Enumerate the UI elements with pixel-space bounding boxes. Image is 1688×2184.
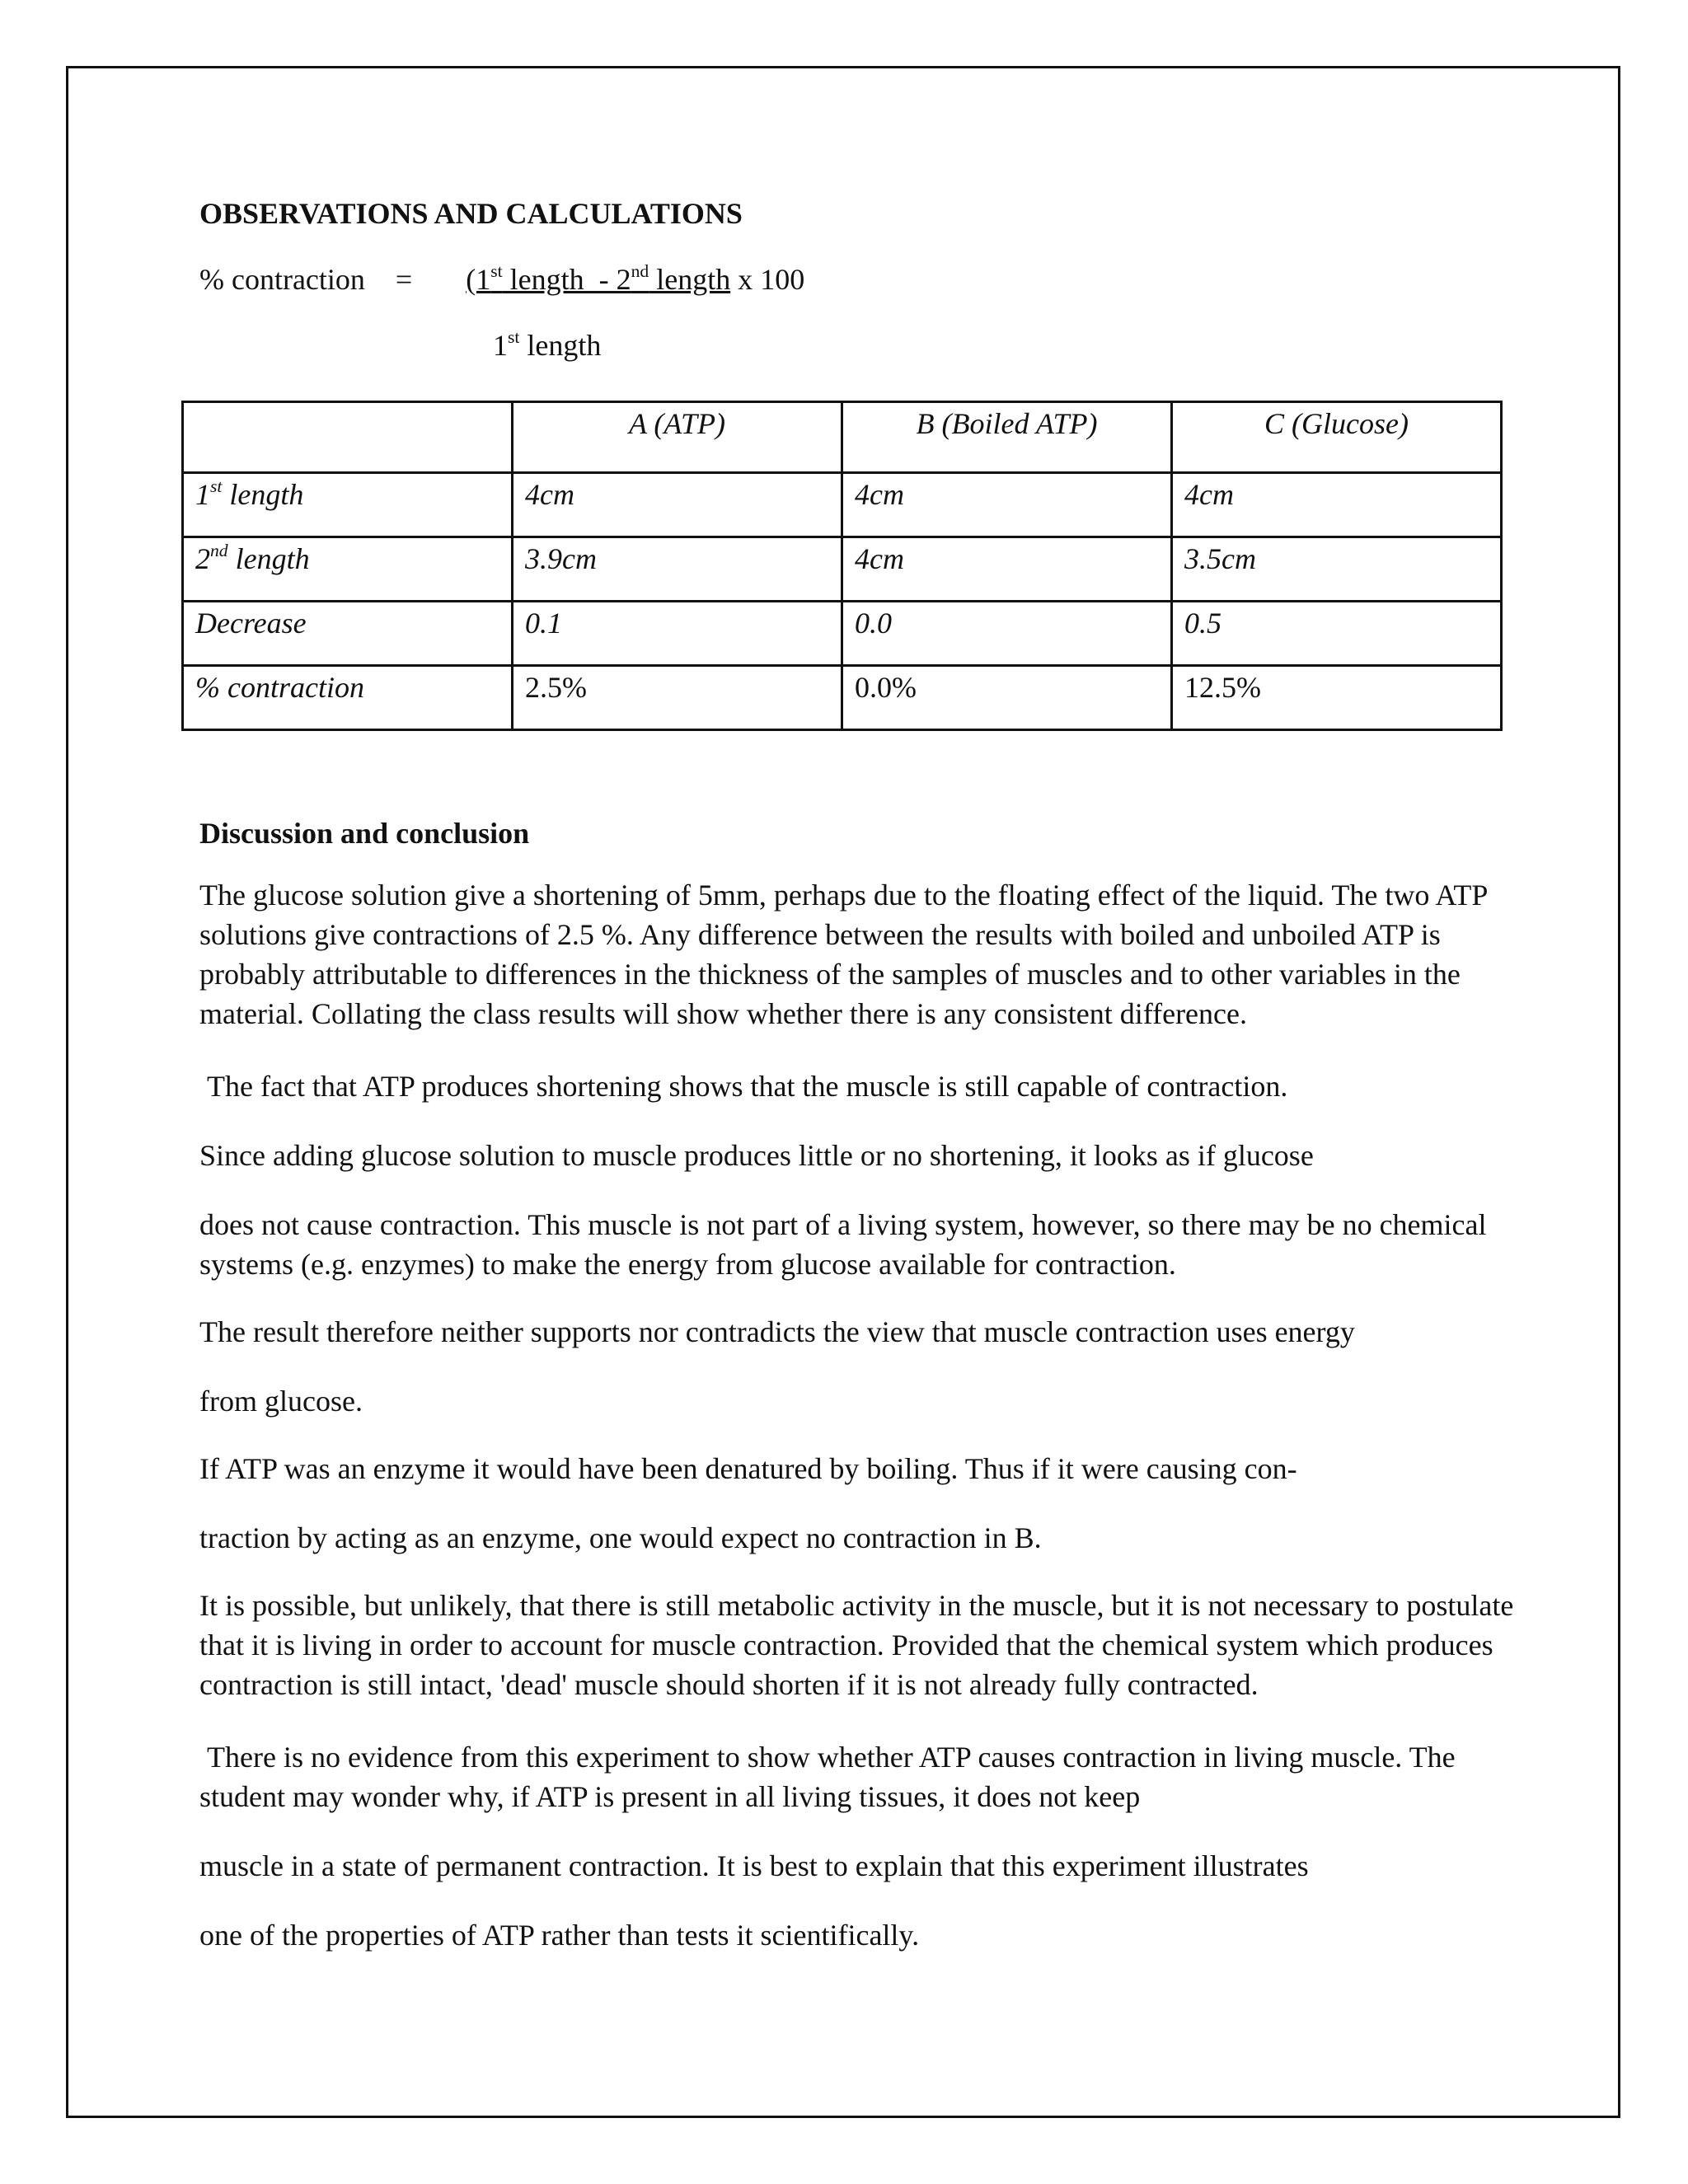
table-cell: 0.5 [1172, 602, 1502, 666]
paragraph: There is no evidence from this experiment to show whether ATP causes contraction in living muscle. The student may wonder why, if ATP is present in all living tissues, it does not keep [199, 1741, 1463, 1813]
results-table [181, 401, 1503, 731]
row-label-sup: nd [210, 540, 228, 560]
paragraph: The fact that ATP produces shortening shows that the muscle is still capable of contraction. [199, 1070, 1288, 1103]
header-cell: C (Glucose) [1172, 402, 1502, 473]
table-cell: 0.0% [842, 666, 1172, 730]
table-row [183, 666, 1502, 730]
table-cell: 3.9cm [513, 537, 842, 602]
table-cell: 4cm [842, 473, 1172, 537]
row-label-text: length [227, 542, 310, 575]
paragraph: The result therefore neither supports nor contradicts the view that muscle contraction uses energy [199, 1315, 1355, 1348]
denominator-part: length [519, 329, 602, 362]
row-label [183, 537, 513, 602]
formula-denominator [493, 328, 601, 363]
row-label-text: length [222, 478, 304, 511]
row-label-text: 1 [195, 478, 210, 511]
paragraph: one of the properties of ATP rather than tests it scientifically. [199, 1919, 920, 1952]
numerator-part: length [649, 263, 731, 296]
discussion-heading: Discussion and conclusion [199, 817, 530, 850]
row-label: % contraction [183, 666, 513, 730]
paragraph: The glucose solution give a shortening of 5mm, perhaps due to the floating effect of the liquid. The two ATP solutions give contractions of 2.5 %. Any difference between the results with boiled and unboiled ATP is probably attributable to differences in the thickness of the samples of muscles and to other variables in the material. Collating the class results will show whether there is any consistent difference. [199, 879, 1488, 1030]
row-label-text: 2 [195, 542, 210, 575]
paragraph: traction by acting as an enzyme, one would expect no contraction in B. [199, 1521, 1042, 1554]
table-cell: 12.5% [1172, 666, 1502, 730]
paragraph: If ATP was an enzyme it would have been denatured by boiling. Thus if it were causing con- [199, 1452, 1297, 1485]
denominator-sup: st [508, 326, 520, 347]
numerator-part: (1 [466, 263, 491, 296]
row-label [183, 473, 513, 537]
table-cell: 4cm [1172, 473, 1502, 537]
table-cell: 3.5cm [1172, 537, 1502, 602]
table-row [183, 602, 1502, 666]
paragraph: from glucose. [199, 1385, 363, 1418]
paragraph: muscle in a state of permanent contraction. It is best to explain that this experiment illustrates [199, 1849, 1309, 1882]
formula-lhs: % contraction [199, 263, 365, 296]
table-cell: 2.5% [513, 666, 842, 730]
table-header-row [183, 402, 1502, 473]
table-cell: 4cm [842, 537, 1172, 602]
row-label: Decrease [183, 602, 513, 666]
table-cell: 0.1 [513, 602, 842, 666]
table-row [183, 473, 1502, 537]
header-cell: A (ATP) [513, 402, 842, 473]
formula-numerator [466, 260, 731, 296]
paragraph: does not cause contraction. This muscle is not part of a living system, however, so there may be no chemical systems (e.g. enzymes) to make the energy from glucose available for contraction. [199, 1208, 1487, 1281]
table-cell: 0.0 [842, 602, 1172, 666]
paragraph: It is possible, but unlikely, that there is still metabolic activity in the muscle, but it is not necessary to postulate that it is living in order to account for muscle contraction. Provided that the chemical system which produces contraction is still intact, 'dead' muscle should shorten if it is not already fully contracted. [199, 1589, 1514, 1701]
formula-times: x 100 [730, 263, 805, 296]
numerator-sup: st [490, 260, 503, 281]
contraction-formula [199, 262, 804, 297]
table-row [183, 537, 1502, 602]
denominator-part: 1 [493, 329, 508, 362]
header-cell [183, 402, 513, 473]
header-cell: B (Boiled ATP) [842, 402, 1172, 473]
formula-equals: = [395, 263, 413, 296]
paragraph: Since adding glucose solution to muscle produces little or no shortening, it looks as if glucose [199, 1139, 1314, 1172]
section-heading: OBSERVATIONS AND CALCULATIONS [199, 197, 743, 230]
numerator-sup: nd [631, 260, 649, 281]
numerator-part: length - 2 [502, 263, 631, 296]
row-label-sup: st [210, 476, 223, 496]
table-cell: 4cm [513, 473, 842, 537]
